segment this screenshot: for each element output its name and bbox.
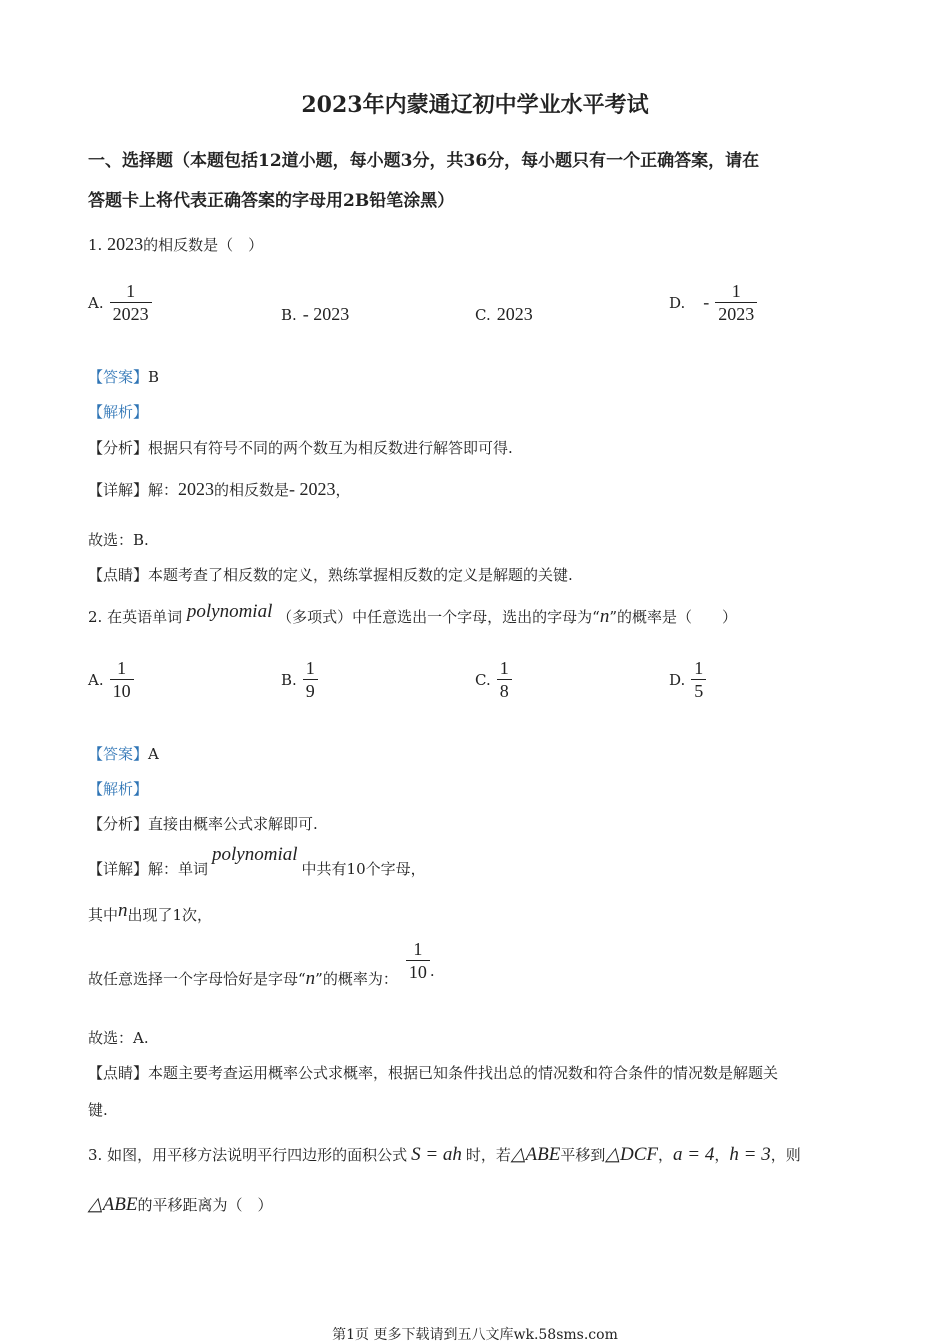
q1-option-d bbox=[669, 280, 757, 325]
q2-dianjing-cont: 键. bbox=[88, 1101, 108, 1119]
fraction-denominator: 2023 bbox=[715, 302, 757, 325]
q3-a-eq: a = 4 bbox=[673, 1144, 715, 1165]
line2-prefix: 其中 bbox=[88, 906, 119, 924]
section-heading-line2: 答题卡上将代表正确答案的字母用2B铅笔涂黑） bbox=[88, 191, 455, 211]
answer-tag: 【答案】 bbox=[88, 368, 149, 386]
q1-dianjing bbox=[88, 564, 573, 585]
xiangjie-expr-a: 2023 bbox=[178, 479, 215, 499]
xiangjie-expr-b: - 2023 bbox=[289, 479, 336, 499]
section-heading-line1: 一、选择题（本题包括12道小题，每小题3分，共36分，每小题只有一个正确答案，请在 bbox=[88, 151, 760, 171]
line2-letter: n bbox=[118, 900, 128, 921]
fenxi-text: 直接由概率公式求解即可. bbox=[148, 815, 318, 833]
q2-word: polynomial bbox=[186, 601, 273, 622]
q2-option-a-fraction bbox=[110, 657, 134, 702]
q1-option-d-fraction bbox=[715, 280, 757, 325]
q2-answer bbox=[88, 743, 159, 764]
xiangjie-word: polynomial bbox=[212, 844, 298, 865]
q3-sep-1: ， bbox=[658, 1146, 674, 1164]
q1-option-a-label: A. bbox=[88, 293, 104, 312]
q1-option-c-value: 2023 bbox=[496, 304, 533, 324]
q1-option-b-value: - 2023 bbox=[302, 304, 350, 324]
q1-option-a bbox=[88, 280, 152, 325]
fraction-denominator: 2023 bbox=[110, 302, 152, 325]
q1-analysis-tag: 【解析】 bbox=[88, 403, 149, 421]
q1-option-b-label: B. bbox=[281, 305, 297, 324]
q2-line2 bbox=[88, 900, 213, 926]
fraction-numerator: 1 bbox=[731, 281, 741, 301]
q1-option-d-sign: - bbox=[703, 292, 710, 312]
q3-formula: S = ah bbox=[411, 1144, 462, 1165]
fraction-numerator: 1 bbox=[694, 658, 704, 678]
fraction-denominator: 8 bbox=[497, 679, 512, 702]
answer-value: B bbox=[148, 368, 160, 386]
answer-value: A bbox=[148, 745, 159, 763]
fenxi-tag: 【分析】 bbox=[88, 815, 149, 833]
question-3-line2 bbox=[88, 1193, 272, 1216]
line3-mid: ”的概率为： bbox=[315, 970, 398, 988]
xiangjie-end: ， bbox=[335, 481, 351, 499]
q2-mid: （多项式）中任意选出一个字母，选出的字母为“ bbox=[277, 608, 600, 626]
q2-option-c-fraction bbox=[497, 657, 512, 702]
q1-number: 1. bbox=[88, 236, 103, 254]
fenxi-text: 根据只有符号不同的两个数互为相反数进行解答即可得. bbox=[148, 439, 513, 457]
line3-end: . bbox=[429, 961, 435, 980]
line3-letter: n bbox=[305, 967, 316, 989]
question-2 bbox=[88, 601, 737, 628]
fraction-denominator: 10 bbox=[110, 679, 134, 702]
xiangjie-mid: 的相反数是 bbox=[214, 481, 290, 499]
q3-prefix: 3. 如图，用平移方法说明平行四边形的面积公式 bbox=[88, 1146, 408, 1164]
fraction-numerator: 1 bbox=[126, 281, 136, 301]
q2-choose: 故选：A. bbox=[88, 1029, 149, 1047]
q3-end: ，则 bbox=[770, 1146, 801, 1164]
line3-fraction bbox=[406, 938, 430, 983]
q1-answer bbox=[88, 366, 159, 387]
q2-option-d bbox=[669, 657, 706, 702]
fraction-numerator: 1 bbox=[117, 658, 127, 678]
q2-fenxi bbox=[88, 813, 318, 834]
fraction-numerator: 1 bbox=[413, 939, 423, 959]
q2-line3 bbox=[88, 938, 435, 989]
q2-xiangjie bbox=[88, 844, 426, 878]
q1-xiangjie bbox=[88, 479, 351, 500]
q3-triangle-1: △ABE bbox=[510, 1144, 561, 1165]
xiangjie-end: 中共有10个字母， bbox=[301, 860, 426, 878]
q2-end: ”的概率是（ ） bbox=[609, 608, 737, 626]
q2-option-d-fraction bbox=[691, 657, 706, 702]
page-footer: 第1页 更多下载请到五八文库wk.58sms.com bbox=[332, 1327, 618, 1343]
q1-fenxi bbox=[88, 437, 513, 458]
page-title: 2023年内蒙通辽初中学业水平考试 bbox=[301, 92, 649, 118]
xiangjie-prefix: 解：单词 bbox=[148, 860, 209, 878]
q2-option-b-fraction bbox=[303, 657, 318, 702]
line3-prefix: 故任意选择一个字母恰好是字母“ bbox=[88, 970, 306, 988]
q1-expr: 2023 bbox=[107, 234, 144, 254]
fraction-numerator: 1 bbox=[499, 658, 509, 678]
line2-end: 出现了1次， bbox=[127, 906, 213, 924]
q2-option-a bbox=[88, 657, 134, 702]
q1-choose: 故选：B. bbox=[88, 531, 149, 549]
q2-option-c bbox=[475, 657, 512, 702]
q3-triangle-2: △DCF bbox=[605, 1144, 659, 1165]
q1-option-d-label: D. bbox=[669, 293, 686, 312]
q3-h-eq: h = 3 bbox=[729, 1144, 771, 1165]
q2-option-c-label: C. bbox=[475, 670, 491, 689]
q2-option-d-label: D. bbox=[669, 670, 686, 689]
q2-analysis-tag: 【解析】 bbox=[88, 780, 149, 798]
q1-option-b bbox=[281, 304, 349, 325]
q3-sep-2: ， bbox=[714, 1146, 730, 1164]
q2-prefix: 2. 在英语单词 bbox=[88, 608, 183, 626]
fenxi-tag: 【分析】 bbox=[88, 439, 149, 457]
q1-text: 的相反数是（ ） bbox=[143, 236, 264, 254]
q1-option-c bbox=[475, 304, 533, 325]
dianjing-text-1: 本题主要考查运用概率公式求概率，根据已知条件找出总的情况数和符合条件的情况数是解题关 bbox=[148, 1064, 779, 1082]
q2-option-a-label: A. bbox=[88, 670, 104, 689]
xiangjie-tag: 【详解】 bbox=[88, 860, 149, 878]
fraction-denominator: 10 bbox=[406, 960, 430, 983]
q3-line2-triangle: △ABE bbox=[88, 1194, 138, 1215]
fraction-denominator: 5 bbox=[691, 679, 706, 702]
q1-option-a-fraction bbox=[110, 280, 152, 325]
dianjing-text: 本题考查了相反数的定义，熟练掌握相反数的定义是解题的关键. bbox=[148, 566, 573, 584]
q2-letter: n bbox=[599, 606, 610, 627]
dianjing-tag: 【点睛】 bbox=[88, 566, 149, 584]
fraction-denominator: 9 bbox=[303, 679, 318, 702]
q3-mid2: 平移到 bbox=[560, 1146, 606, 1164]
dianjing-tag: 【点睛】 bbox=[88, 1064, 149, 1082]
q2-dianjing bbox=[88, 1062, 778, 1083]
xiangjie-tag: 【详解】 bbox=[88, 481, 149, 499]
q2-option-b bbox=[281, 657, 318, 702]
question-1 bbox=[88, 234, 263, 255]
q2-option-b-label: B. bbox=[281, 670, 297, 689]
q3-mid1: 时，若 bbox=[465, 1146, 511, 1164]
question-3 bbox=[88, 1143, 801, 1166]
xiangjie-prefix: 解： bbox=[148, 481, 179, 499]
answer-tag: 【答案】 bbox=[88, 745, 149, 763]
q3-line2-end: 的平移距离为（ ） bbox=[137, 1196, 273, 1214]
q1-option-c-label: C. bbox=[475, 305, 491, 324]
fraction-numerator: 1 bbox=[305, 658, 315, 678]
